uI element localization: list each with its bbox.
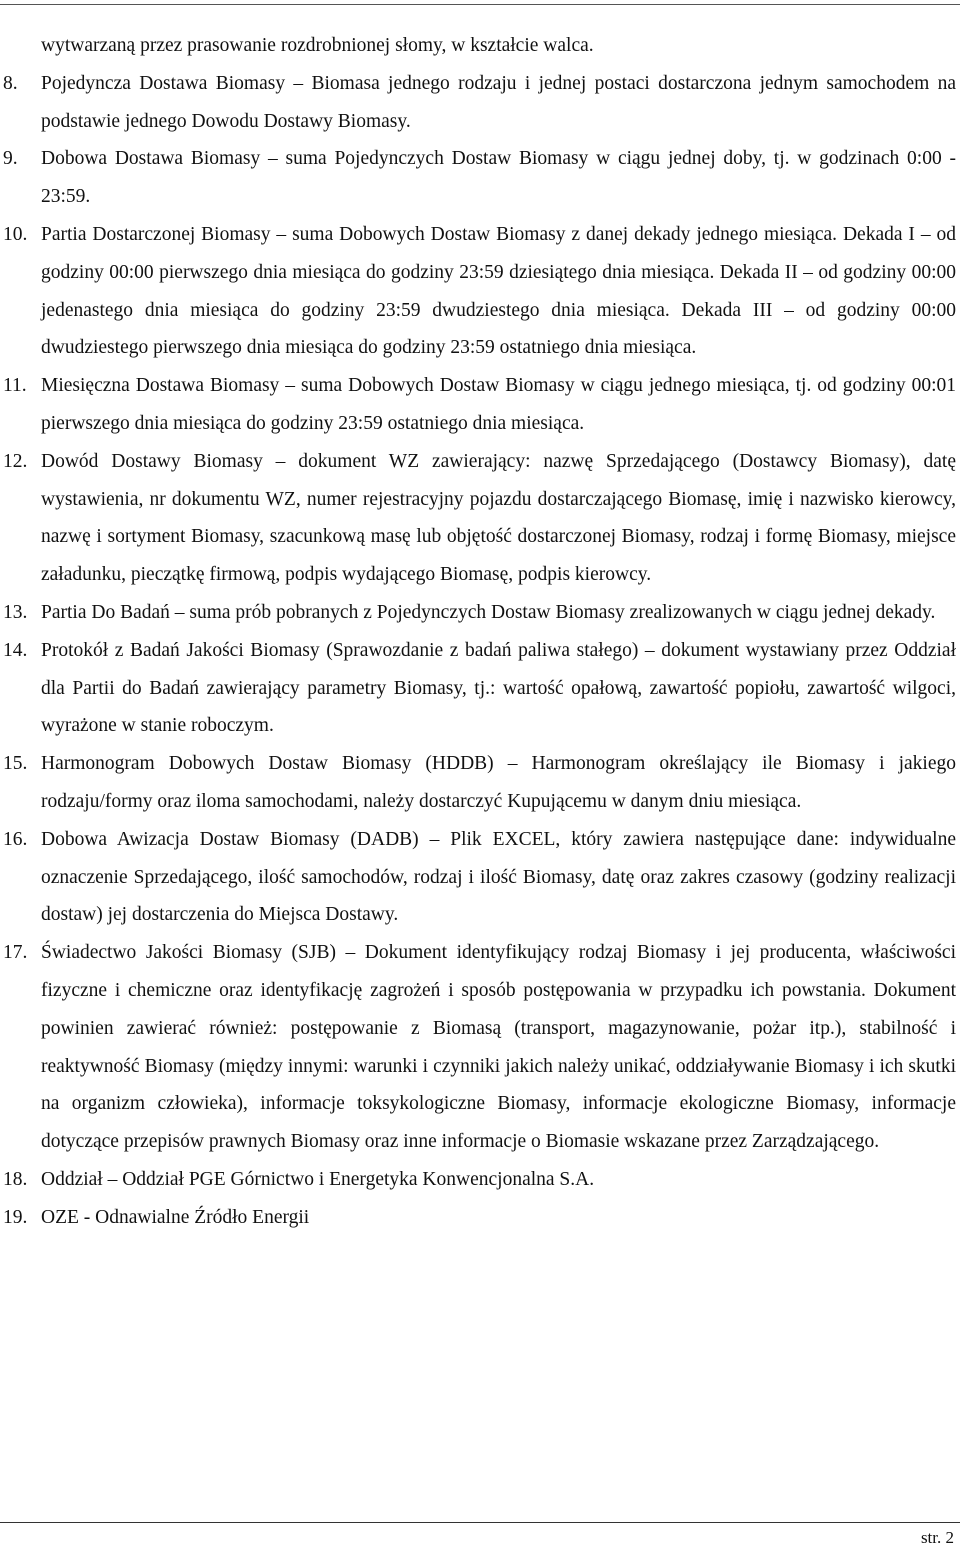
list-item-11 [0, 367, 960, 443]
item-text: Dobowa Dostawa Biomasy – suma Pojedynczych Dostaw Biomasy w ciągu jednej doby, tj. w godzinach 0:00 - 23:59. [41, 148, 956, 208]
list-item-17 [0, 934, 960, 1161]
item-number: 15. [3, 753, 28, 775]
item-text: OZE - Odnawialne Źródło Energii [41, 1206, 310, 1228]
document-body [0, 27, 960, 1237]
item-number: 13. [3, 601, 28, 623]
item-text: Pojedyncza Dostawa Biomasy – Biomasa jednego rodzaju i jednej postaci dostarczona jednym samochodem na podstawie jednego Dowodu Dostawy Biomasy. [41, 72, 956, 132]
item-text: Świadectwo Jakości Biomasy (SJB) – Dokument identyfikujący rodzaj Biomasy i jej producenta, właściwości fizyczne i chemiczne oraz identyfikację zagrożeń i sposób postępowania w przypadku ich powstania. Dokument powinien zawierać również: postępowanie z Biomasą (transport, magazynowanie, pożar itp.), stabilność i reaktywność Biomasy (między innymi: warunki i czynniki jakich należy unikać, oddziaływanie Biomasy i ich skutki na organizm człowieka), informacje toksykologiczne Biomasy, informacje ekologiczne Biomasy, informacje dotyczące przepisów prawnych Biomasy oraz inne informacje o Biomasie wskazane przez Zarządzającego. [41, 942, 956, 1153]
item-number: 10. [3, 223, 28, 245]
list-item-continuation [0, 27, 960, 65]
item-number: 18. [3, 1168, 28, 1190]
list-item-15 [0, 745, 960, 821]
item-number: 14. [3, 639, 28, 661]
list-item-9 [0, 140, 960, 216]
list-item-10 [0, 216, 960, 367]
item-number: 16. [3, 828, 28, 850]
page-number: str. 2 [920, 1528, 954, 1547]
footer-rule [0, 1522, 960, 1523]
item-number: 12. [3, 450, 28, 472]
item-text: Dobowa Awizacja Dostaw Biomasy (DADB) – Plik EXCEL, który zawiera następujące dane: indywidualne oznaczenie Sprzedającego, ilość samochodów, rodzaj i ilość Biomasy, datę oraz zakres czasowy (godziny realizacji dostaw) jej dostarczenia do Miejsca Dostawy. [41, 828, 956, 926]
list-item-8 [0, 65, 960, 141]
list-item-16 [0, 821, 960, 934]
item-text: Partia Do Badań – suma prób pobranych z Pojedynczych Dostaw Biomasy zrealizowanych w ciągu jednej dekady. [41, 601, 936, 623]
list-item-12 [0, 443, 960, 594]
header-rule [0, 4, 960, 5]
item-text: Miesięczna Dostawa Biomasy – suma Dobowych Dostaw Biomasy w ciągu jednego miesiąca, tj. od godziny 00:01 pierwszego dnia miesiąca do godziny 23:59 ostatniego dnia miesiąca. [41, 375, 956, 434]
item-text: Oddział – Oddział PGE Górnictwo i Energetyka Konwencjonalna S.A. [41, 1168, 595, 1190]
item-number: 11. [3, 375, 27, 397]
item-text: wytwarzaną przez prasowanie rozdrobnionej słomy, w kształcie walca. [41, 35, 594, 56]
item-text: Partia Dostarczonej Biomasy – suma Dobowych Dostaw Biomasy z danej dekady jednego miesiąca. Dekada I – od godziny 00:00 pierwszego dnia miesiąca do godziny 23:59 dziesiątego dnia miesiąca. Dekada II – od godziny 00:00 jedenastego dnia miesiąca do godziny 23:59 dwudziestego dnia miesiąca. Dekada III – od godziny 00:00 dwudziestego pierwszego dnia miesiąca do godziny 23:59 ostatniego dnia miesiąca. [41, 223, 956, 359]
item-number: 9. [3, 148, 18, 170]
list-item-19 [0, 1199, 960, 1237]
list-item-14 [0, 632, 960, 745]
item-number: 19. [3, 1206, 28, 1228]
item-text: Protokół z Badań Jakości Biomasy (Sprawozdanie z badań paliwa stałego) – dokument wystawiany przez Oddział dla Partii do Badań zawierający parametry Biomasy, tj.: wartość opałową, zawartość popiołu, zawartość wilgoci, wyrażone w stanie roboczym. [41, 639, 956, 737]
item-number: 17. [3, 942, 28, 964]
item-text: Dowód Dostawy Biomasy – dokument WZ zawierający: nazwę Sprzedającego (Dostawcy Biomasy), datę wystawienia, nr dokumentu WZ, numer rejestracyjny pojazdu dostarczającego Biomasę, imię i nazwisko kierowcy, nazwę i sortyment Biomasy, szacunkową masę lub objętość dostarczonej Biomasy, rodzaj i formę Biomasy, miejsce załadunku, pieczątkę firmową, podpis wydającego Biomasę, podpis kierowcy. [41, 450, 956, 586]
item-number: 8. [3, 72, 18, 94]
list-item-18 [0, 1161, 960, 1199]
item-text: Harmonogram Dobowych Dostaw Biomasy (HDDB) – Harmonogram określający ile Biomasy i jakiego rodzaju/formy oraz iloma samochodami, należy dostarczyć Kupującemu w danym dniu miesiąca. [41, 753, 956, 812]
list-item-13 [0, 594, 960, 632]
